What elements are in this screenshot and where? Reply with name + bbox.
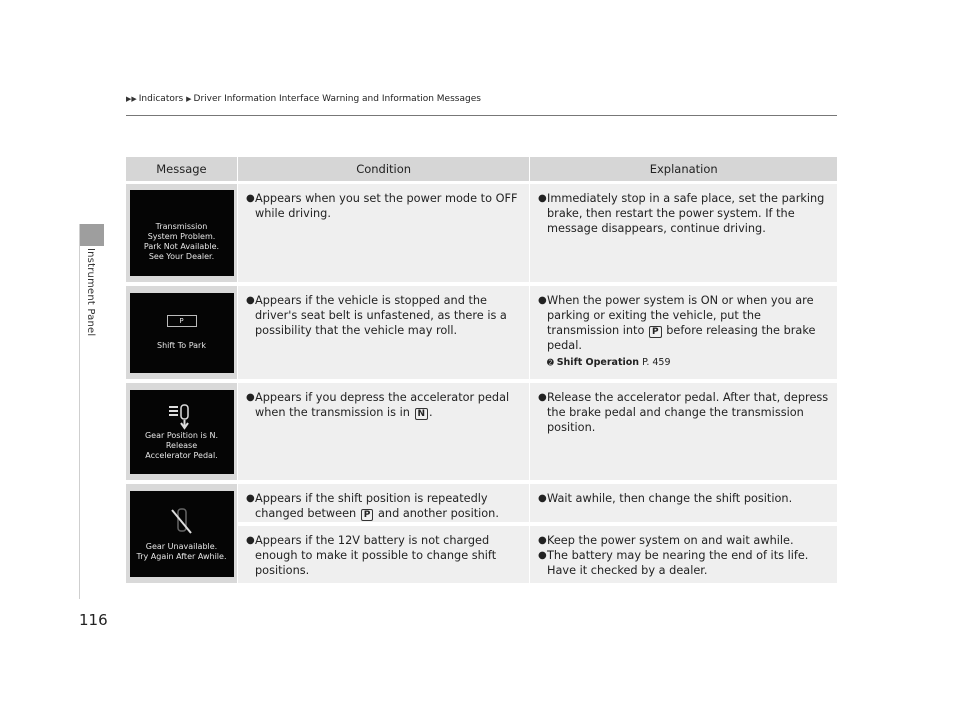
- header-rule: [126, 115, 837, 116]
- page-reference[interactable]: ➋ Shift Operation P. 459: [547, 357, 671, 368]
- condition-cell: ● Appears if the shift position is repeatedly changed between P and another position.: [237, 484, 529, 522]
- sidebar-section-label: Instrument Panel: [85, 248, 96, 337]
- condition-cell: ● Appears if the vehicle is stopped and the driver's seat belt is unfastened, as there is a possibility that the vehicle may roll.: [237, 286, 529, 379]
- park-key-icon: P: [361, 509, 374, 521]
- park-indicator-icon: P: [167, 315, 197, 327]
- header-message: Message: [156, 162, 207, 176]
- explanation-cell: ● Wait awhile, then change the shift position.: [529, 484, 836, 522]
- message-screen-transmission: Transmission System Problem. Park Not Available. See Your Dealer.: [130, 190, 234, 276]
- message-screen-gear-position-n: Gear Position is N. Release Accelerator Pedal.: [130, 390, 234, 474]
- neutral-key-icon: N: [415, 408, 429, 420]
- reference-arrow-icon: ➋: [547, 358, 554, 367]
- condition-cell: ● Appears if you depress the accelerator pedal when the transmission is in N .: [237, 383, 529, 480]
- header-explanation: Explanation: [529, 157, 837, 181]
- explanation-cell: ● Release the accelerator pedal. After that, depress the brake pedal and change the transmission position.: [529, 383, 836, 480]
- table-row: [126, 286, 837, 379]
- breadcrumb-item-current[interactable]: Driver Information Interface Warning and Information Messages: [193, 94, 481, 104]
- table-header: [126, 157, 837, 181]
- table-row: [126, 184, 837, 282]
- table-row-group: [126, 484, 837, 583]
- message-screen-shift-to-park: P Shift To Park: [130, 293, 234, 373]
- park-key-icon: P: [649, 326, 662, 338]
- explanation-cell: ● Immediately stop in a safe place, set the parking brake, then restart the power system. If the message disappears, continue driving.: [529, 184, 836, 282]
- explanation-cell: ● Keep the power system on and wait awhile. ● The battery may be nearing the end of its life. Have it checked by a dealer.: [529, 526, 836, 583]
- breadcrumb-arrow-icon: ▶▶: [126, 95, 137, 103]
- section-tab-marker: [79, 224, 104, 246]
- breadcrumb: [126, 94, 481, 104]
- gear-shifter-icon: [167, 403, 197, 431]
- sidebar-divider: [79, 224, 80, 599]
- condition-cell: ● Appears if the 12V battery is not charged enough to make it possible to change shift positions.: [237, 526, 529, 583]
- explanation-cell: ● When the power system is ON or when you are parking or exiting the vehicle, put the transmission into P before releasing the brake pedal. ➋ Shift Operation P. 459: [529, 286, 836, 379]
- condition-cell: ● Appears when you set the power mode to OFF while driving.: [237, 184, 529, 282]
- message-table: [126, 157, 837, 583]
- breadcrumb-item-indicators[interactable]: Indicators: [138, 94, 184, 104]
- header-condition: Condition: [237, 157, 530, 181]
- gear-unavailable-icon: [169, 506, 195, 536]
- message-screen-gear-unavailable: Gear Unavailable. Try Again After Awhile.: [130, 491, 234, 577]
- table-row: [126, 383, 837, 480]
- breadcrumb-arrow-icon: ▶: [186, 95, 192, 103]
- page-number: 116: [79, 611, 108, 629]
